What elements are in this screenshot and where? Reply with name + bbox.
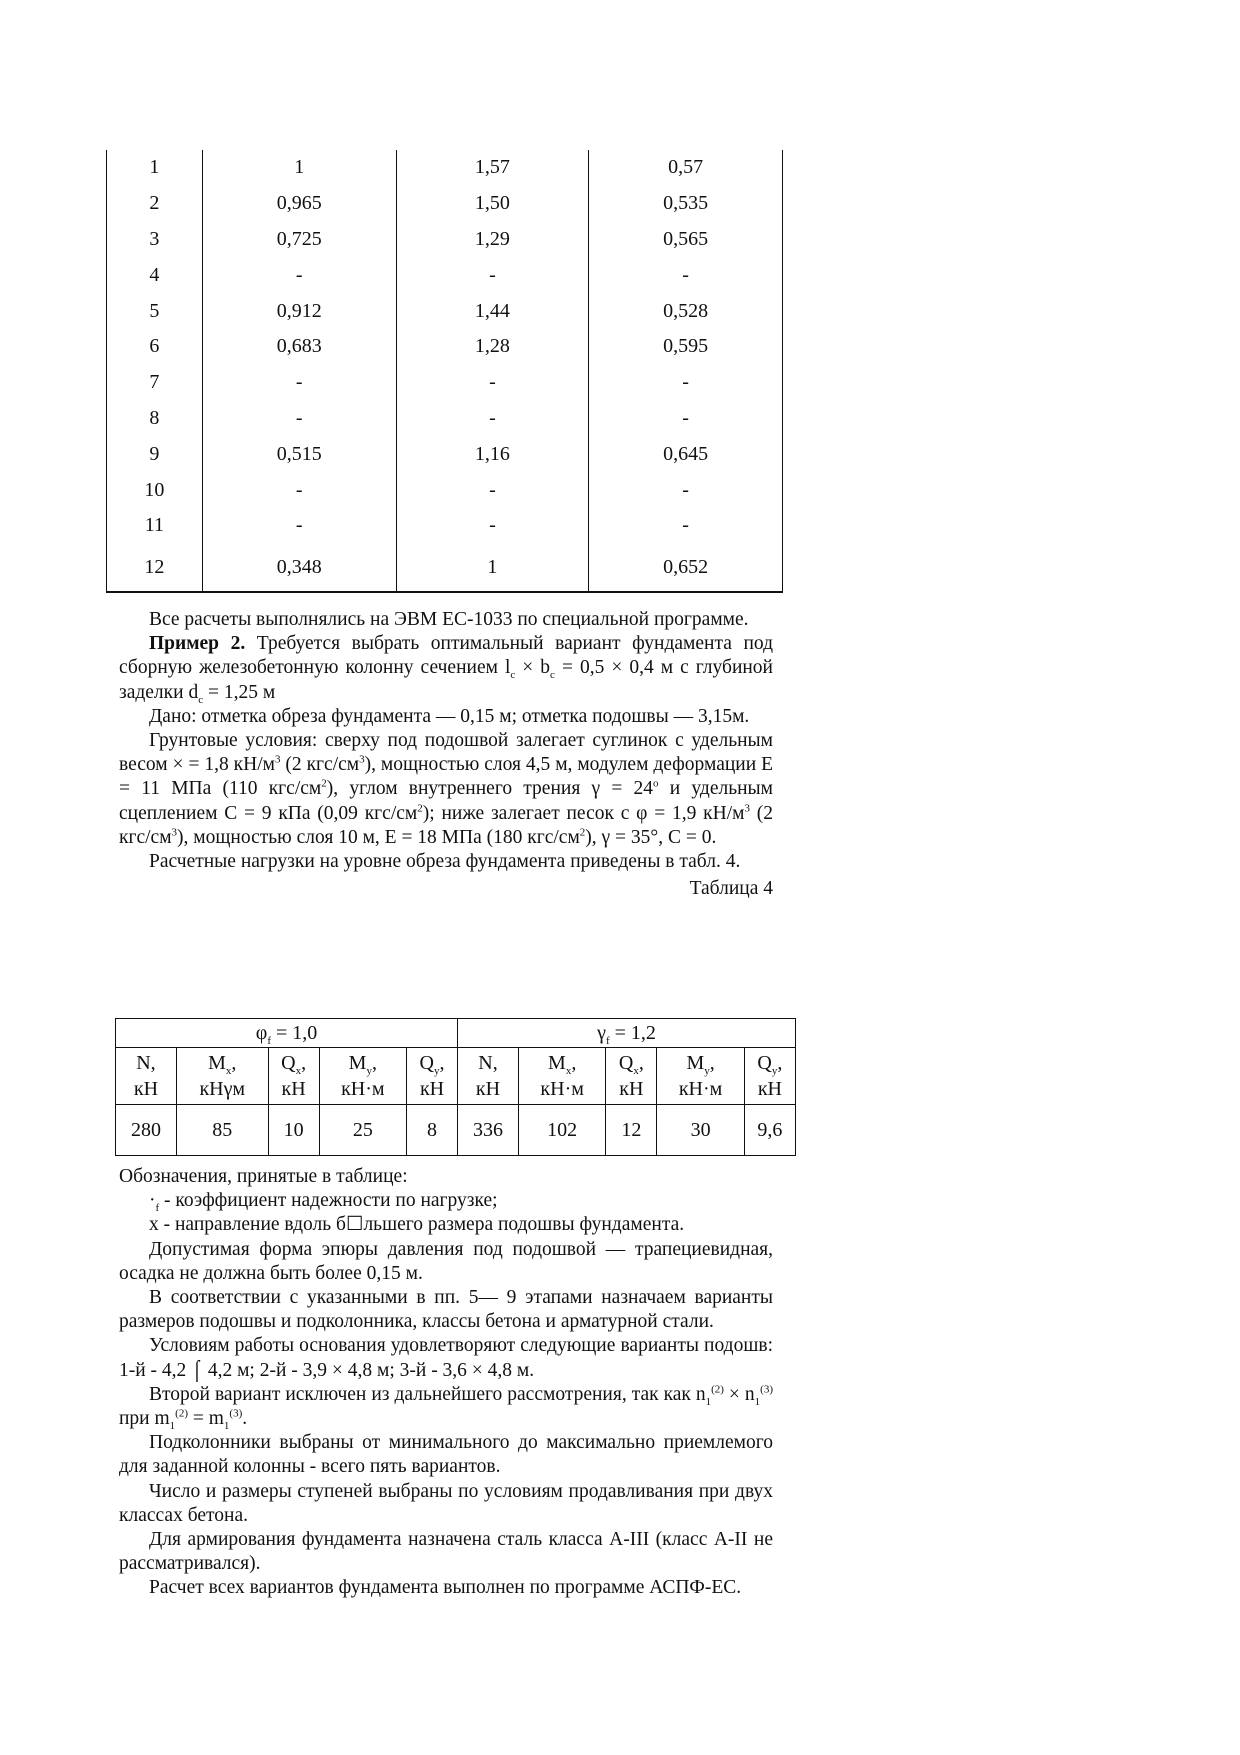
table-cell: 0,57 (589, 150, 783, 186)
paragraph-example-2: Пример 2. Требуется выбрать оптимальный вариант фундамента под сборную железобетонную колонну сечением $l_c \times b_c = 0,5 \times 0,4$ м с глубиной заделки $d_c = 1,25$ м (119, 633, 773, 706)
table-cell: - (396, 472, 589, 508)
column-header: $Q_y$, кН (744, 1048, 795, 1105)
table-cell: 1,44 (396, 293, 589, 329)
table-cell: 9,6 (744, 1105, 795, 1156)
text-block-upper (119, 608, 773, 901)
table-cell: 2 (107, 186, 203, 222)
table-cell: 102 (518, 1105, 605, 1156)
paragraph-given: Дано: отметка обреза фундамента — 0,15 м; отметка подошвы — 3,15м. (149, 705, 750, 727)
column-header: $Q_x$, кН (268, 1048, 319, 1105)
table-cell: - (396, 508, 589, 544)
paragraph-reinforcement: Для армирования фундамента назначена сталь класса А-III (класс А-II не рассматривался). (119, 1529, 773, 1575)
column-header: $M_y$, кН·м (319, 1048, 406, 1105)
table-row (107, 257, 783, 293)
table-cell: 1 (396, 544, 589, 592)
table-cell: 1,50 (396, 186, 589, 222)
table-cell: 1,16 (396, 436, 589, 472)
table-cell: 0,528 (589, 293, 783, 329)
table-cell: 0,652 (589, 544, 783, 592)
table-cell: 12 (107, 544, 203, 592)
column-header: $M_x$, кНγм (176, 1048, 268, 1105)
table-cell: 280 (116, 1105, 177, 1156)
note-x-direction: x - направление вдоль б☐льшего размера подошвы фундамента. (149, 1214, 685, 1236)
table-cell: 10 (107, 472, 203, 508)
table-row (107, 222, 783, 258)
table-cell: - (202, 472, 396, 508)
table-cell: 1,29 (396, 222, 589, 258)
note-gamma-f: $\cdot_f$ - коэффициент надежности по нагрузке; (149, 1190, 498, 1215)
table-cell: 0,348 (202, 544, 396, 592)
table-row (107, 150, 783, 186)
table-cell: 1,57 (396, 150, 589, 186)
table-cell: 5 (107, 293, 203, 329)
paragraph-loads: Расчетные нагрузки на уровне обреза фундамента приведены в табл. 4. (149, 851, 741, 873)
table-cell: - (589, 472, 783, 508)
table-cell: 0,515 (202, 436, 396, 472)
loads-table (115, 1018, 796, 1156)
paragraph-variants: В соответствии с указанными в пп. 5— 9 этапами назначаем варианты размеров подошвы и подколонника, классы бетона и арматурной стали. (119, 1287, 773, 1333)
table-cell: - (396, 365, 589, 401)
column-header: $Q_x$, кН (606, 1048, 657, 1105)
table-cell: 12 (606, 1105, 657, 1156)
table-cell: 25 (319, 1105, 406, 1156)
table-cell: 10 (268, 1105, 319, 1156)
table-cell: 8 (407, 1105, 458, 1156)
table-cell: 85 (176, 1105, 268, 1156)
table-cell: 1 (107, 150, 203, 186)
table-cell: - (202, 508, 396, 544)
table-cell: 8 (107, 401, 203, 437)
table-cell: 4 (107, 257, 203, 293)
text-block-lower (119, 1165, 773, 1601)
paragraph-computer: Все расчеты выполнялись на ЭВМ ЕС-1033 по специальной программе. (149, 609, 749, 630)
table-cell: - (202, 401, 396, 437)
table-row (107, 508, 783, 544)
table-row (107, 329, 783, 365)
table-cell: 0,535 (589, 186, 783, 222)
table-cell: - (396, 401, 589, 437)
table-cell: 3 (107, 222, 203, 258)
table-row (107, 401, 783, 437)
column-header: N, кН (458, 1048, 519, 1105)
table-cell: 9 (107, 436, 203, 472)
table-cell: 0,725 (202, 222, 396, 258)
paragraph-subcolumns: Подколонники выбраны от минимального до максимально приемлемого для заданной колонны - всего пять вариантов. (119, 1432, 773, 1478)
table-cell: - (589, 508, 783, 544)
table-cell: 7 (107, 365, 203, 401)
table-cell: - (202, 257, 396, 293)
paragraph-soil: Грунтовые условия: сверху под подошвой залегает суглинок с удельным весом × = 1,8 $кН/м^3$ (2 кгс/$см^3$), мощностью слоя 4,5 м, модулем деформации Е = 11 МПа (110 кгс/$см^2$), углом внутреннего трения $\gamma = 24^о$ и удельным сцеплением С = 9 кПа (0,09 кгс/$см^2$); ниже залегает песок с φ = 1,9 $кН/м^3$ (2 кгс/$см^3$), мощностью слоя 10 м, Е = 18 МПа (180 кгс/$см^2$), γ = 35°, С = 0. (119, 730, 773, 848)
paragraph-steps: Число и размеры ступеней выбраны по условиям продавливания при двух классах бетона. (119, 1480, 773, 1526)
notes-title: Обозначения, принятые в таблице: (119, 1166, 408, 1187)
column-header: $M_x$, кН·м (518, 1048, 605, 1105)
table-cell: 1,28 (396, 329, 589, 365)
table-cell: - (589, 257, 783, 293)
table-cell: - (202, 365, 396, 401)
table-cell: - (589, 401, 783, 437)
table-cell: 336 (458, 1105, 519, 1156)
table-cell: 6 (107, 329, 203, 365)
column-header: N, кН (116, 1048, 177, 1105)
table-cell: 0,595 (589, 329, 783, 365)
table-cell: 0,965 (202, 186, 396, 222)
table-row (107, 436, 783, 472)
column-header: $M_y$, кН·м (657, 1048, 744, 1105)
group-header-phi: $\varphi_f = 1,0$ (116, 1019, 458, 1048)
table-row (107, 544, 783, 592)
table-row (107, 472, 783, 508)
paragraph-program: Расчет всех вариантов фундамента выполнен по программе АСПФ-ЕС. (149, 1577, 742, 1599)
paragraph-bases: Условиям работы основания удовлетворяют следующие варианты подошв: 1-й - 4,2 ⌠ 4,2 м; 2-й - 3,9 × 4,8 м; 3-й - 3,6 × 4,8 м. (119, 1335, 773, 1381)
table-cell: - (589, 365, 783, 401)
table-cell: 0,683 (202, 329, 396, 365)
table-cell: 0,645 (589, 436, 783, 472)
table-row (107, 365, 783, 401)
paragraph-pressure: Допустимая форма эпюры давления под подошвой — трапециевидная, осадка не должна быть более 0,15 м. (119, 1238, 773, 1284)
table-cell: 0,565 (589, 222, 783, 258)
paragraph-excluded: Второй вариант исключен из дальнейшего рассмотрения, так как $n_1^{(2)} \times n_1^{(3)}$ при $m_1^{(2)} = m_1^{(3)}$. (119, 1383, 773, 1432)
group-header-gamma: $\gamma_f = 1,2$ (458, 1019, 796, 1048)
table-cell: 1 (202, 150, 396, 186)
table-row (107, 293, 783, 329)
table-row (107, 186, 783, 222)
column-header: $Q_y$, кН (407, 1048, 458, 1105)
example-label: Пример 2. (149, 633, 246, 655)
table-cell: 11 (107, 508, 203, 544)
coefficients-table (106, 150, 783, 593)
table-4-caption: Таблица 4 (689, 878, 773, 900)
table-cell: 0,912 (202, 293, 396, 329)
table-cell: 30 (657, 1105, 744, 1156)
table-cell: - (396, 257, 589, 293)
